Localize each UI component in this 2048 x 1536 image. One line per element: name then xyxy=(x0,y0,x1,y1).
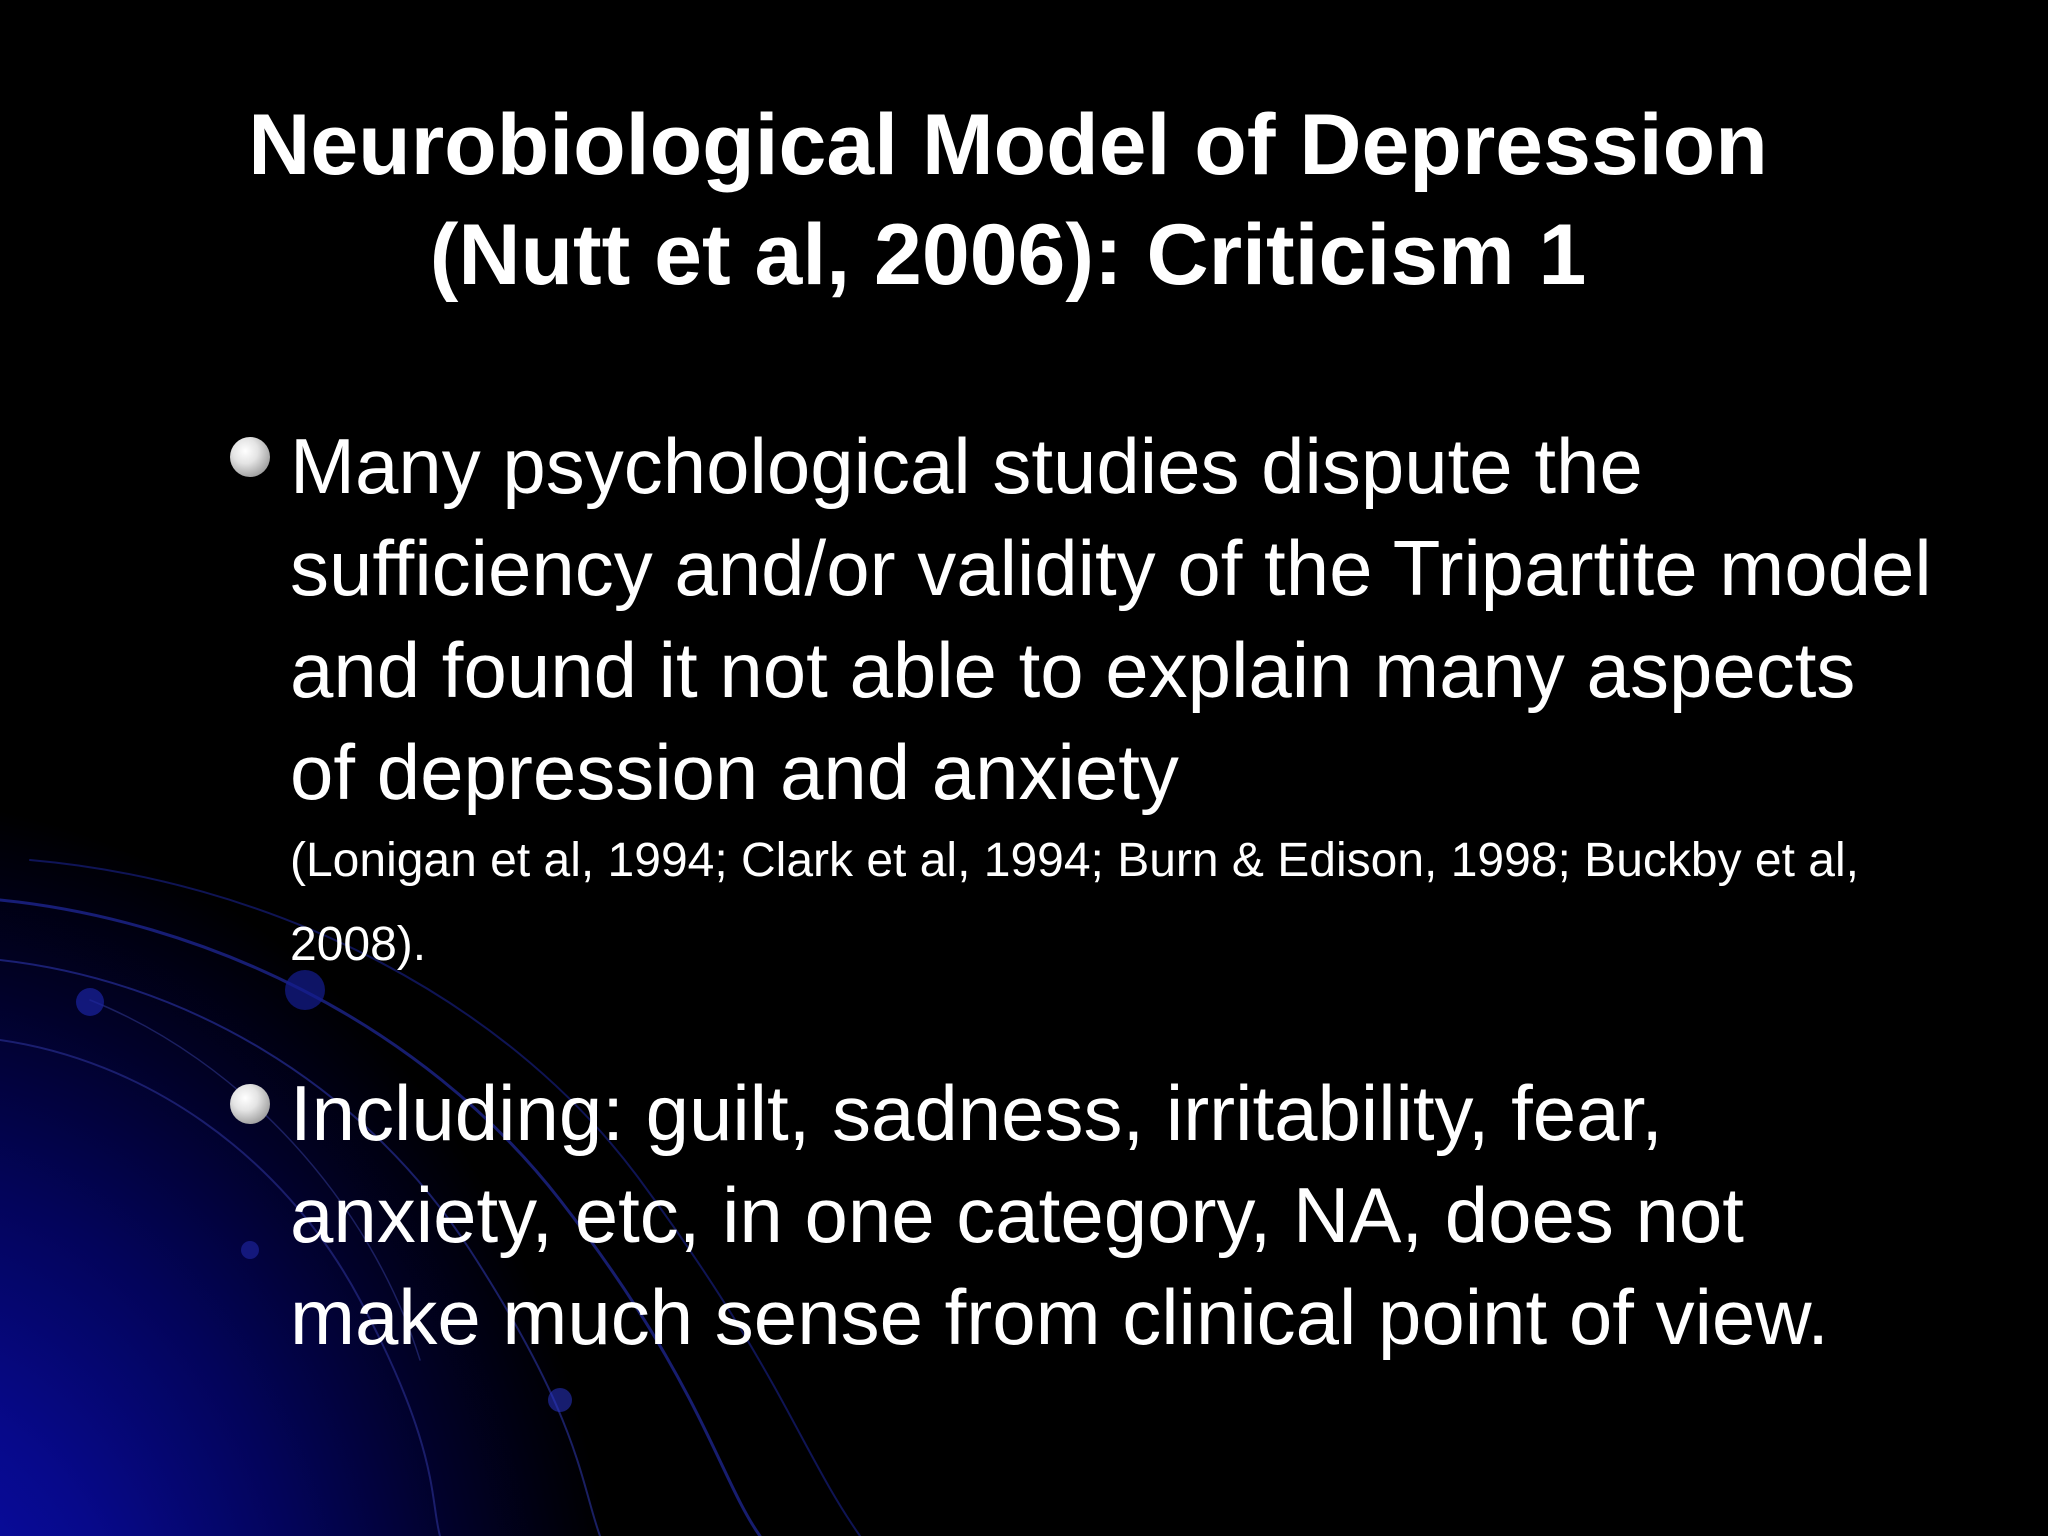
bullet-item-1-text: Many psychological studies dispute the sufficiency and/or validity of the Tripartite model and found it not able to explain many aspects of depression and anxiety xyxy=(290,422,1932,816)
bullet-item-1-citation: (Lonigan et al, 1994; Clark et al, 1994; Burn & Edison, 1998; Buckby et al, 2008). xyxy=(290,834,1859,971)
bullet-item-1 xyxy=(290,415,1940,987)
bullet-item-2 xyxy=(290,1062,1940,1368)
bullet-marker xyxy=(230,1084,270,1124)
slide-title-line-2: (Nutt et al, 2006): Criticism 1 xyxy=(429,207,1587,303)
bullet-item-2-text: Including: guilt, sadness, irritability, fear, anxiety, etc, in one category, NA, does not make much sense from clinical point of view. xyxy=(290,1069,1829,1361)
slide-title-line-1: Neurobiological Model of Depression xyxy=(248,97,1768,193)
bullet-marker xyxy=(230,437,270,477)
